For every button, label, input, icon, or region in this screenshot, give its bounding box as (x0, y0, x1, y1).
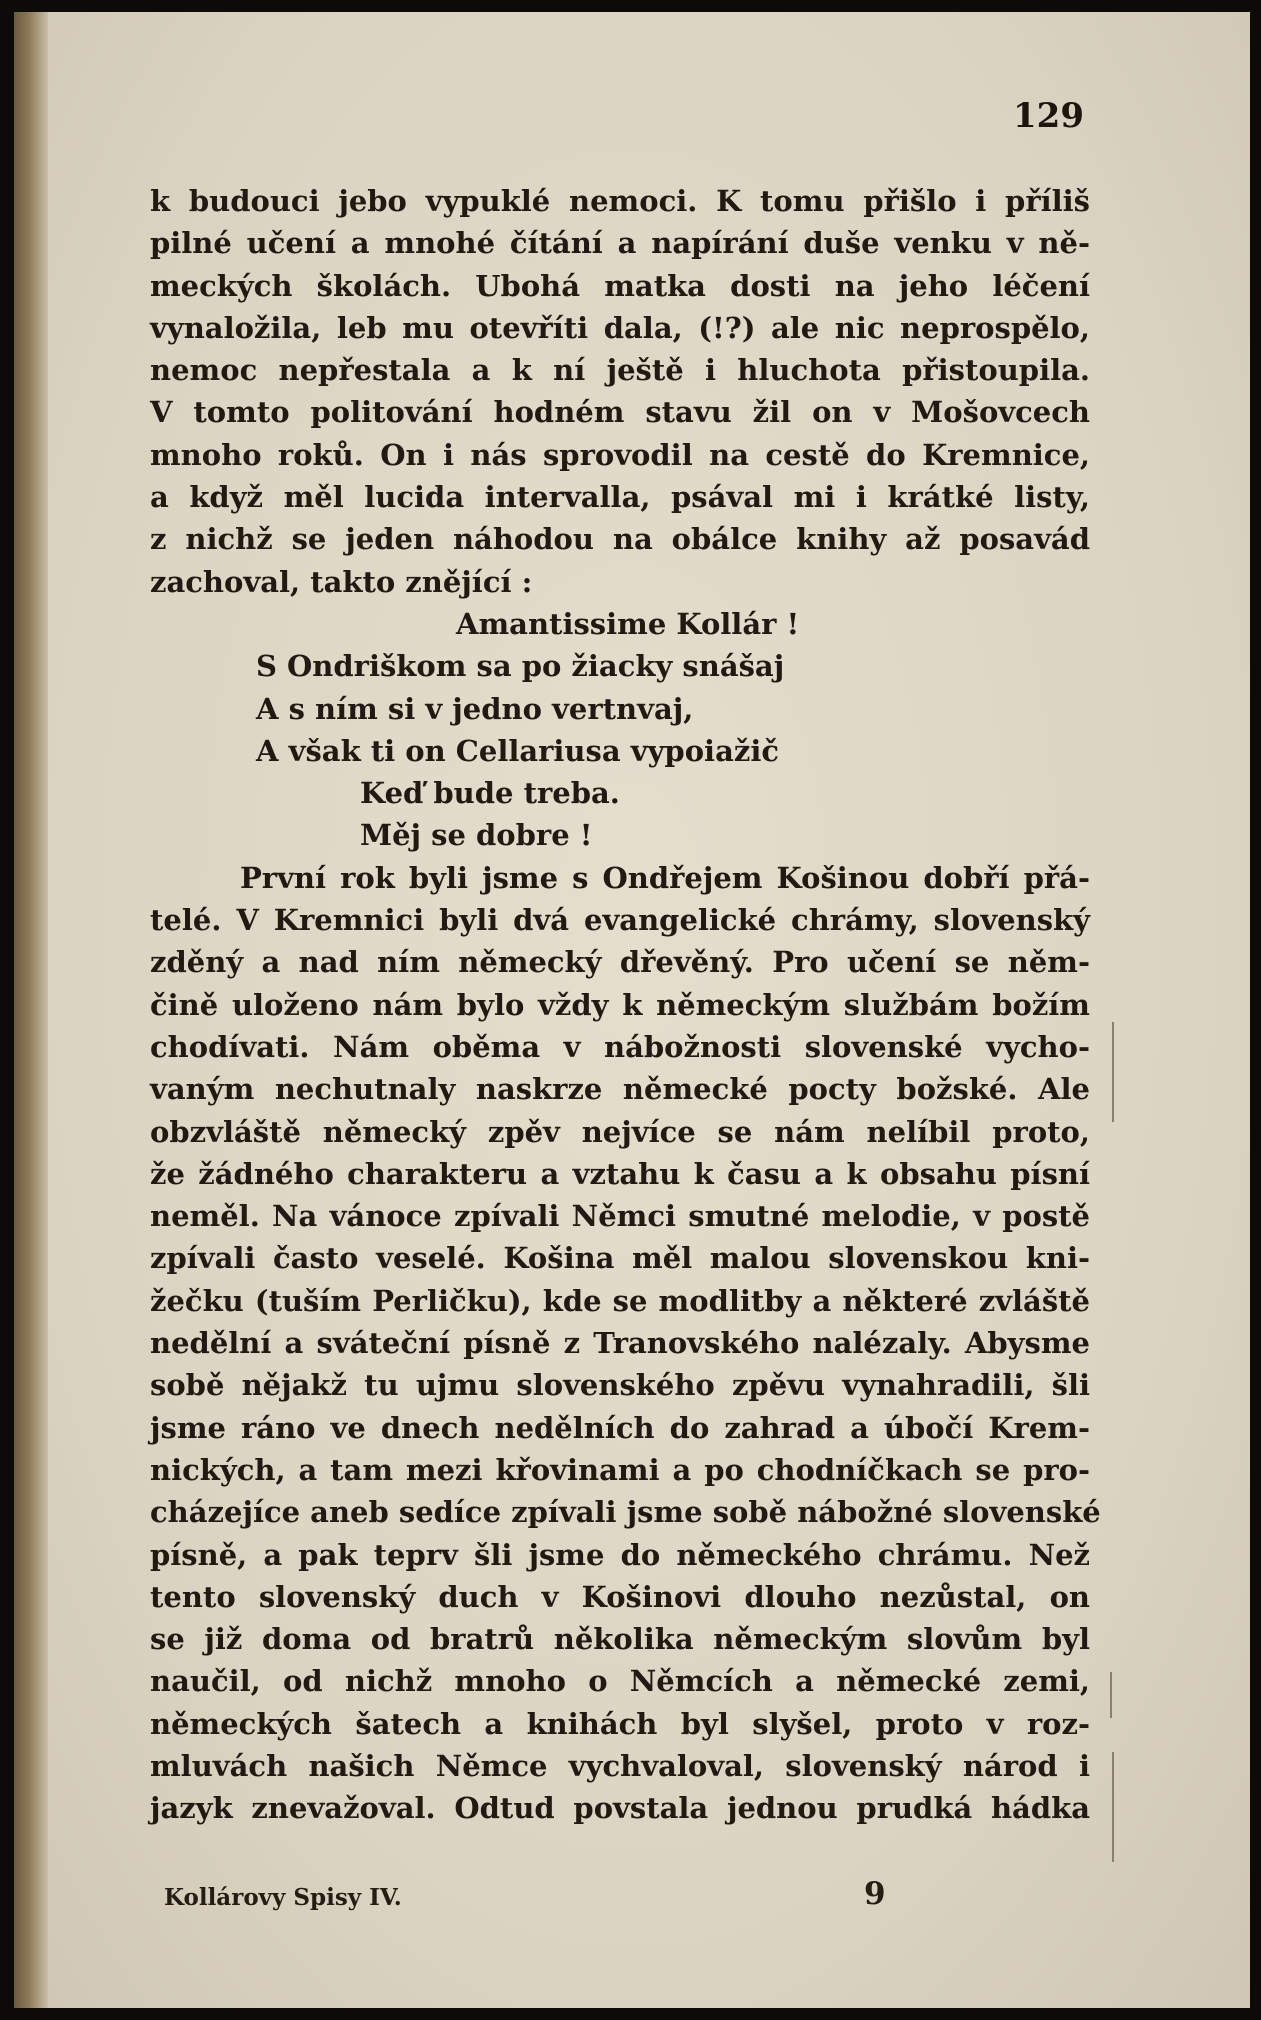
text-line: z nichž se jeden náhodou na obálce knihy až posavád (150, 522, 1090, 557)
text-line: žečku (tuším Perličku), kde se modlitby a některé zvláště (150, 1283, 1090, 1318)
text-line: jazyk znevažoval. Odtud povstala jednou prudká hádka (150, 1791, 1090, 1826)
text-line: cházejíce aneb sedíce zpívali jsme sobě nábožné slovenské (150, 1495, 1101, 1530)
book-page (14, 12, 1250, 2008)
text-line: zachoval, takto znějící : (150, 564, 533, 599)
text-line: vynaložila, leb mu otevříti dala, (!?) ale nic neprospělo, (150, 310, 1090, 345)
text-line: V tomto politování hodném stavu žil on v Mošovcech (150, 395, 1090, 430)
text-line: telé. V Kremnici byli dvá evangelické chrámy, slovenský (150, 903, 1090, 938)
text-line: písně, a pak teprv šli jsme do německého chrámu. Než (150, 1537, 1090, 1572)
margin-mark (1112, 1022, 1114, 1122)
verse-line: A však ti on Cellariusa vypoiažič (256, 733, 780, 768)
text-line: nických, a tam mezi křovinami a po chodníčkach se pro- (150, 1452, 1090, 1487)
text-line: čině uloženo nám bylo vždy k německým službám božím (150, 987, 1090, 1022)
text-line: neměl. Na vánoce zpívali Němci smutné melodie, v postě (150, 1199, 1090, 1234)
text-line: zděný a nad ním německý dřevěný. Pro učení se něm- (150, 945, 1090, 980)
text-line: naučil, od nichž mnoho o Němcích a německé zemi, (150, 1664, 1090, 1699)
text-line: vaným nechutnaly naskrze německé pocty božské. Ale (150, 1072, 1090, 1107)
text-line: tento slovenský duch v Košinovi dlouho nezůstal, on (150, 1579, 1090, 1614)
text-line: jsme ráno ve dnech nedělních do zahrad a úbočí Krem- (150, 1410, 1090, 1445)
text-line: nedělní a sváteční písně z Tranovského nalézaly. Abysme (150, 1326, 1090, 1361)
text-line: a když měl lucida intervalla, psával mi i krátké listy, (150, 480, 1090, 515)
footer-book-title: Kollárovy Spisy IV. (164, 1884, 402, 1911)
verse-closing: Měj se dobre ! (360, 818, 593, 853)
text-line: sobě nějakž tu ujmu slovenského zpěvu vynahradili, šli (150, 1368, 1090, 1403)
text-line: nemoc nepřestala a k ní ještě i hluchota přistoupila. (150, 353, 1090, 388)
text-line: se již doma od bratrů několika německým slovům byl (150, 1622, 1090, 1657)
text-line: První rok byli jsme s Ondřejem Košinou dobří přá- (240, 860, 1090, 895)
verse-line: Keď bude treba. (360, 776, 620, 811)
text-line: zpívali často veselé. Košina měl malou slovenskou kni- (150, 1241, 1090, 1276)
book-spine (14, 12, 48, 2008)
text-line: meckých školách. Ubohá matka dosti na jeho léčení (150, 268, 1090, 303)
text-line: německých šatech a knihách byl slyšel, proto v roz- (150, 1706, 1090, 1741)
margin-mark (1112, 1752, 1114, 1862)
page-number: 129 (1013, 96, 1084, 136)
text-line: že žádného charakteru a vztahu k času a k obsahu písní (150, 1156, 1090, 1191)
text-line: k budouci jebo vypuklé nemoci. K tomu přišlo i příliš (150, 184, 1090, 218)
body-text (150, 180, 1101, 1830)
verse-line: S Ondriškom sa po žiacky snášaj (256, 649, 785, 684)
text-line: mluvách našich Němce vychvaloval, slovenský národ i (150, 1748, 1090, 1783)
verse-salutation: Amantissime Kollár ! (456, 606, 800, 641)
text-line: mnoho roků. On i nás sprovodil na cestě do Kremnice, (150, 437, 1090, 472)
margin-mark (1110, 1672, 1112, 1718)
verse-line: A s ním si v jedno vertnvaj, (256, 691, 694, 726)
text-line: pilné učení a mnohé čítání a napírání duše venku v ně- (150, 226, 1090, 261)
text-line: chodívati. Nám oběma v nábožnosti slovenské vycho- (150, 1029, 1090, 1064)
text-line: obzvláště německý zpěv nejvíce se nám nelíbil proto, (150, 1114, 1090, 1149)
footer-signature-mark: 9 (864, 1876, 886, 1912)
